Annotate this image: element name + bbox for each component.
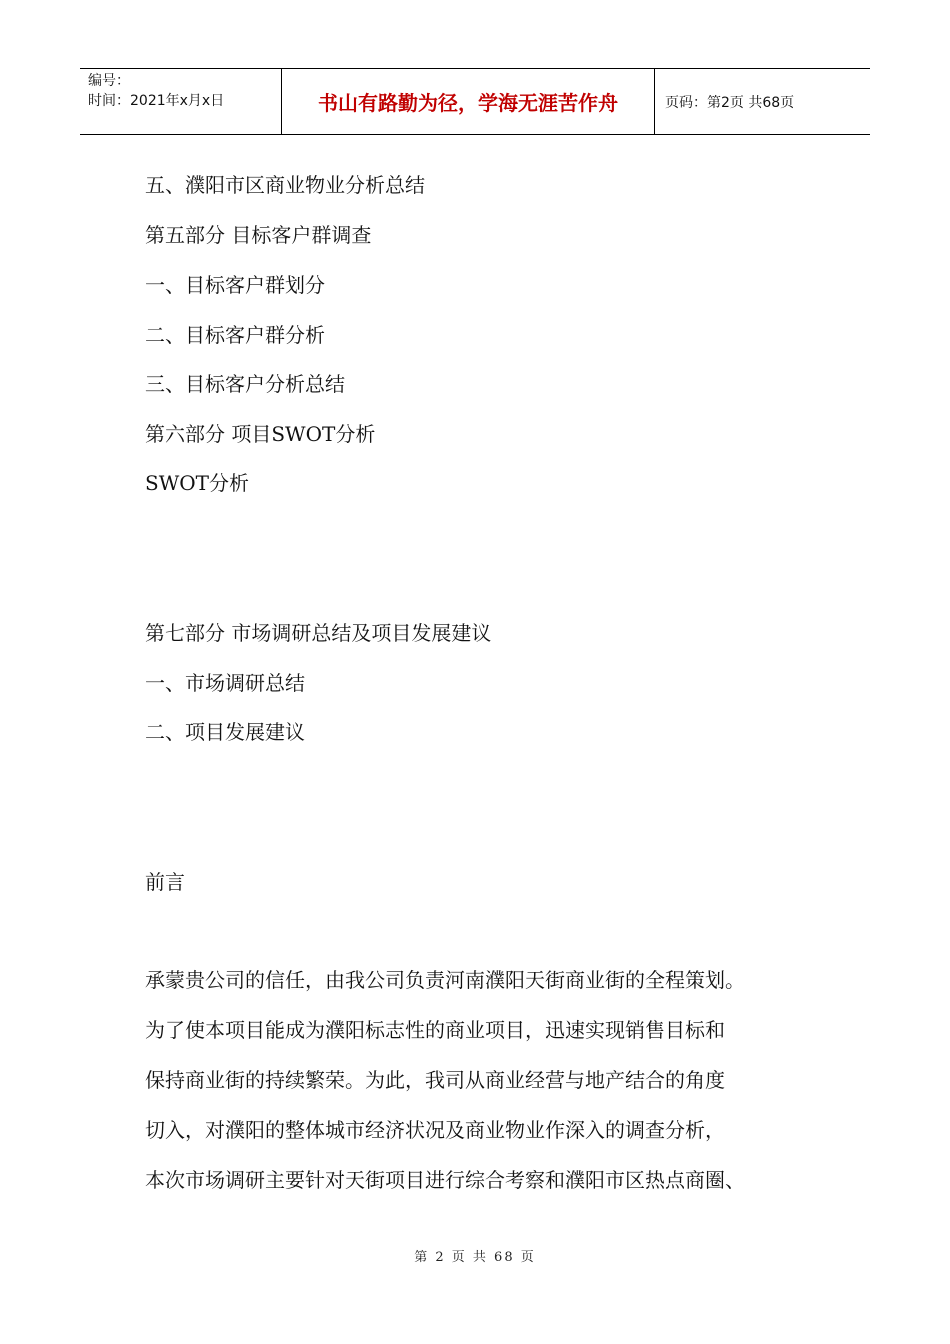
toc-line: 三、目标客户分析总结: [145, 372, 345, 396]
toc-line: 二、项目发展建议: [145, 720, 305, 744]
toc-line: SWOT分析: [145, 471, 249, 495]
header-motto: 书山有路勤为径，学海无涯苦作舟: [281, 69, 655, 134]
preface-line: 承蒙贵公司的信任，由我公司负责河南濮阳天街商业街的全程策划。: [145, 968, 745, 992]
toc-line: 第六部分 项目SWOT分析: [145, 422, 376, 446]
preface-line: 为了使本项目能成为濮阳标志性的商业项目，迅速实现销售目标和: [145, 1018, 725, 1042]
header-page-info: 页码：第2页 共68页: [665, 94, 795, 111]
preface-title: 前言: [145, 870, 185, 894]
toc-line: 第七部分 市场调研总结及项目发展建议: [145, 621, 492, 645]
preface-line: 切入，对濮阳的整体城市经济状况及商业物业作深入的调查分析，: [145, 1118, 725, 1142]
page-header: [80, 68, 870, 135]
preface-line: 保持商业街的持续繁荣。为此，我司从商业经营与地产结合的角度: [145, 1068, 725, 1092]
date-line: 时间：2021年x月x日: [88, 93, 225, 109]
toc-line: 一、目标客户群划分: [145, 273, 325, 297]
toc-line: 一、市场调研总结: [145, 671, 305, 695]
header-meta: [80, 69, 281, 134]
toc-line: 第五部分 目标客户群调查: [145, 223, 372, 247]
toc-line: 五、濮阳市区商业物业分析总结: [145, 173, 425, 197]
page-footer: 第 2 页 共 68 页: [414, 1250, 536, 1265]
toc-line: 二、目标客户群分析: [145, 323, 325, 347]
number-label: 编号：: [88, 73, 130, 89]
preface-body: [145, 966, 825, 1216]
preface-line: 本次市场调研主要针对天街项目进行综合考察和濮阳市区热点商圈、: [145, 1168, 745, 1192]
